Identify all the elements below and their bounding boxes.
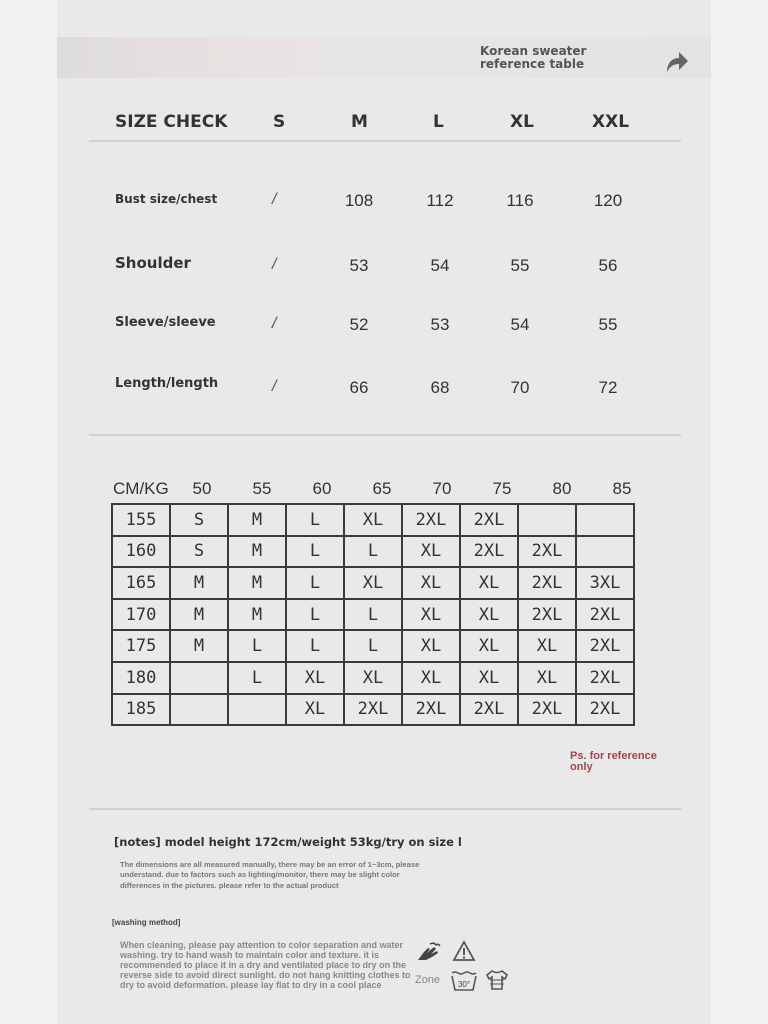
size-cell	[576, 504, 634, 536]
cell-value: 52	[349, 315, 369, 334]
height-cell: 175	[112, 630, 170, 662]
height-cell: 185	[112, 694, 170, 726]
size-cell: L	[228, 630, 286, 662]
notes-heading: [notes] model height 172cm/weight 53kg/try on size l	[114, 835, 462, 849]
size-cell: XL	[344, 662, 402, 694]
size-header-m: M	[351, 112, 368, 132]
row-label-shoulder: Shoulder	[115, 254, 191, 272]
cell-value: 120	[593, 191, 623, 210]
size-cell	[228, 694, 286, 726]
fit-table-corner: CM/KG	[113, 479, 169, 498]
size-cell: XL	[460, 630, 518, 662]
size-cell: XL	[460, 662, 518, 694]
divider	[89, 434, 681, 436]
wash-30-icon	[450, 968, 478, 992]
table-row	[112, 536, 634, 568]
size-cell: 2XL	[518, 567, 576, 599]
size-cell: L	[286, 599, 344, 631]
height-cell: 155	[112, 504, 170, 536]
share-arrow-icon[interactable]	[664, 49, 690, 75]
row-label-bust: Bust size/chest	[115, 192, 218, 206]
size-cell: L	[344, 599, 402, 631]
table-row	[112, 504, 634, 536]
size-cell: XL	[402, 662, 460, 694]
row-s-value: /	[272, 315, 277, 332]
size-cell: M	[170, 630, 228, 662]
cell-value: 68	[430, 378, 450, 397]
reference-note: Ps. for reference only	[570, 750, 657, 773]
size-cell: L	[344, 536, 402, 568]
cell-value: 53	[430, 315, 450, 334]
height-cell: 160	[112, 536, 170, 568]
row-label-sleeve: Sleeve/sleeve	[115, 315, 216, 330]
weight-header: 75	[492, 479, 512, 498]
size-cell: M	[228, 536, 286, 568]
size-cell: L	[228, 662, 286, 694]
size-cell: L	[286, 567, 344, 599]
size-cell: L	[286, 504, 344, 536]
row-s-value: /	[272, 191, 277, 208]
size-header-l: L	[433, 112, 444, 132]
row-s-value: /	[272, 256, 277, 273]
size-cell: 2XL	[576, 630, 634, 662]
size-cell: XL	[286, 694, 344, 726]
size-cell: XL	[402, 599, 460, 631]
size-cell: XL	[518, 630, 576, 662]
size-cell: S	[170, 504, 228, 536]
notes-body: The dimensions are all measured manually, there may be an error of 1~3cm, please understand. due to factors such as lighting/monitor, there may be slight color differences in the pictures. please refer to the actual product	[120, 860, 420, 890]
warning-icon	[452, 940, 476, 962]
size-cell: XL	[402, 536, 460, 568]
divider	[89, 808, 681, 810]
size-cell: S	[170, 536, 228, 568]
size-cell: 2XL	[576, 599, 634, 631]
size-cell: XL	[460, 567, 518, 599]
size-cell: 2XL	[460, 504, 518, 536]
size-cell	[170, 694, 228, 726]
size-cell: 2XL	[344, 694, 402, 726]
size-fit-table	[111, 503, 635, 726]
size-cell: XL	[402, 567, 460, 599]
cell-value: 55	[510, 256, 530, 275]
table-row	[112, 694, 634, 726]
weight-header: 65	[372, 479, 392, 498]
row-s-value: /	[272, 378, 277, 395]
size-cell: 2XL	[518, 599, 576, 631]
size-cell: 2XL	[402, 504, 460, 536]
divider	[89, 140, 681, 142]
cell-value: 53	[349, 256, 369, 275]
size-cell: 2XL	[576, 694, 634, 726]
size-cell: XL	[402, 630, 460, 662]
size-header-s: S	[273, 112, 286, 132]
size-check-title: SIZE CHECK	[115, 112, 228, 132]
size-cell: XL	[344, 504, 402, 536]
cell-value: 66	[349, 378, 369, 397]
cell-value: 54	[430, 256, 450, 275]
washing-title: [washing method]	[112, 918, 181, 927]
cell-value: 56	[598, 256, 618, 275]
hand-wash-icon	[416, 940, 442, 964]
size-cell: 2XL	[518, 694, 576, 726]
size-cell	[170, 662, 228, 694]
weight-header: 55	[252, 479, 272, 498]
size-cell: 2XL	[402, 694, 460, 726]
table-row	[112, 567, 634, 599]
height-cell: 170	[112, 599, 170, 631]
zone-label: Zone	[415, 974, 441, 986]
weight-header: 85	[612, 479, 632, 498]
cell-value: 70	[510, 378, 530, 397]
weight-header: 70	[432, 479, 452, 498]
size-cell: XL	[460, 599, 518, 631]
size-cell: 2XL	[518, 536, 576, 568]
table-row	[112, 599, 634, 631]
cell-value: 108	[344, 191, 374, 210]
size-cell: M	[170, 599, 228, 631]
size-cell: L	[286, 536, 344, 568]
size-cell: M	[228, 599, 286, 631]
size-cell: L	[344, 630, 402, 662]
size-header-xxl: XXL	[592, 112, 630, 132]
weight-header: 80	[552, 479, 572, 498]
size-cell	[576, 536, 634, 568]
size-cell: M	[228, 504, 286, 536]
size-header-xl: XL	[510, 112, 534, 132]
table-row	[112, 630, 634, 662]
size-cell: XL	[344, 567, 402, 599]
cell-value: 116	[506, 191, 534, 210]
size-cell: L	[286, 630, 344, 662]
cell-value: 72	[598, 378, 618, 397]
size-cell: M	[170, 567, 228, 599]
banner-title: Korean sweater reference table	[480, 44, 587, 71]
wash-temperature: 30°	[457, 980, 471, 989]
height-cell: 180	[112, 662, 170, 694]
weight-header: 50	[192, 479, 212, 498]
size-cell: XL	[518, 662, 576, 694]
height-cell: 165	[112, 567, 170, 599]
size-cell: 2XL	[460, 536, 518, 568]
weight-header: 60	[312, 479, 332, 498]
cell-value: 112	[426, 191, 454, 210]
size-cell: XL	[286, 662, 344, 694]
shirt-icon	[484, 968, 510, 992]
cell-value: 54	[510, 315, 530, 334]
size-cell: M	[228, 567, 286, 599]
size-cell: 2XL	[460, 694, 518, 726]
row-label-length: Length/length	[115, 376, 219, 391]
size-cell: 2XL	[576, 662, 634, 694]
size-cell	[518, 504, 576, 536]
cell-value: 55	[598, 315, 618, 334]
washing-body: When cleaning, please pay attention to color separation and water washing. try to hand wash to maintain color and texture. it is recommended to place it in a dry and ventilated place to dry on the reverse side to avoid direct sunlight. do not hang knitting clothes to dry to avoid deformation. please lay flat to dry in a cool place	[120, 940, 411, 990]
table-row	[112, 662, 634, 694]
size-cell: 3XL	[576, 567, 634, 599]
